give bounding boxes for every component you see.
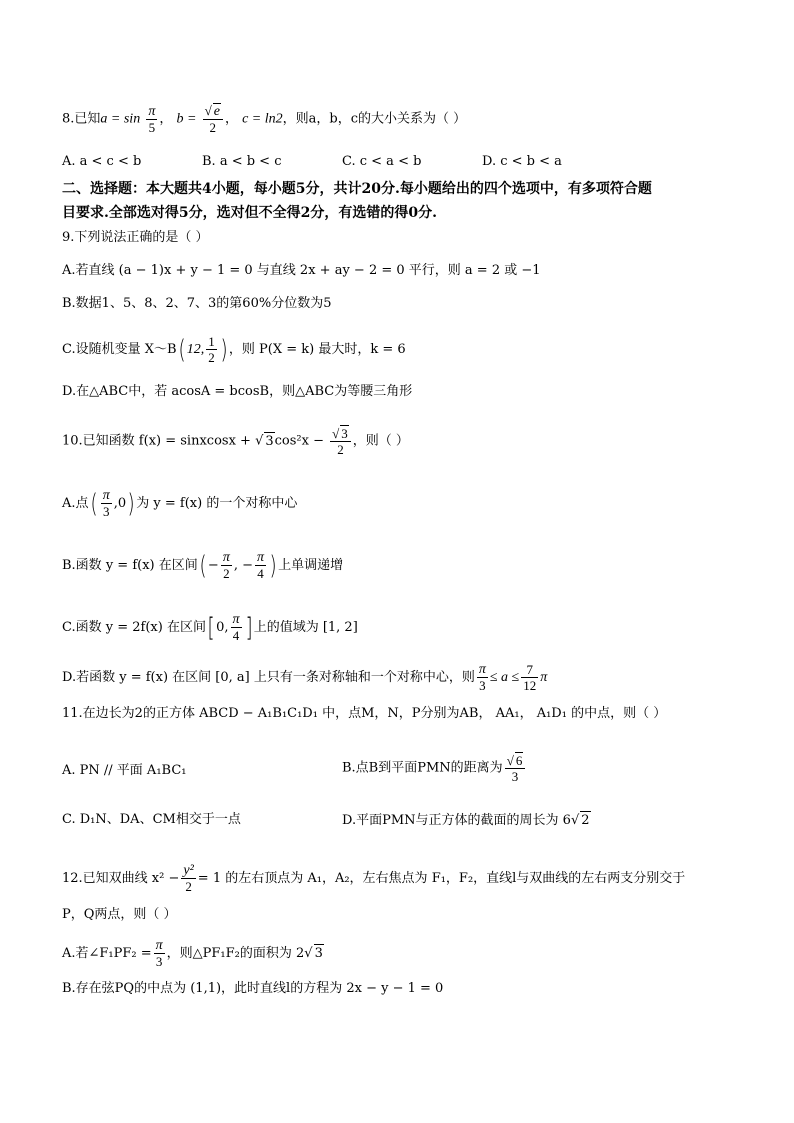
q12-option-b: B.存在弦PQ的中点为 (1,1)，此时直线l的方程为 2x − y − 1 = 0 — [62, 981, 444, 996]
q12-prefix: 12.已知双曲线 x² − — [62, 871, 180, 886]
q9-c-suffix: ，则 P(X = k) 最大时，k = 6 — [228, 342, 406, 357]
q12-option-a: A.若∠F₁PF₂ = $\frac{\pi}{3}$ ，则△PF₁F₂的面积为 2√ 3 — [62, 938, 323, 969]
q10-prefix: 10.已知函数 f(x) = sinxcosx + — [62, 433, 256, 449]
q11-d-rad: 2 — [581, 813, 590, 828]
q12-a-three: 3 — [155, 954, 163, 969]
q8-c-expr: c = ln2 — [242, 111, 283, 127]
q10-sqrt3: 3 — [265, 433, 274, 449]
q8-sqrt-e-over-2: $\frac{√ e}{2}$ — [203, 103, 223, 135]
q10-option-a: A.点( $\frac{\pi}{3}$ ,0) 为 y = f(x) 的一个对称中心 — [62, 488, 298, 519]
q10-b-prefix: B.函数 y = f(x) 在区间 — [62, 558, 198, 573]
q9-half-den: 2 — [208, 350, 215, 365]
q10-a-zero: ,0 — [113, 496, 127, 511]
q11-d-prefix: D.平面PMN与正方体的截面的周长为 6 — [342, 813, 571, 828]
q12-suffix: = 1 的左右顶点为 A₁，A₂，左右焦点为 F₁，F₂，直线l与双曲线的左右两支分别交于 — [197, 871, 686, 886]
q8-two: 2 — [209, 120, 217, 135]
q8-suffix: ，则a，b，c的大小关系为（ ） — [282, 111, 467, 127]
q10-mid: cos²x − — [274, 433, 324, 449]
q9-option-b: B.数据1、5、8、2、7、3的第60%分位数为5 — [62, 296, 332, 311]
q9-option-c — [62, 334, 406, 365]
q11-b-den: 3 — [511, 769, 519, 784]
q8-pi: π — [148, 103, 156, 119]
q8-option-d: D. c < b < a — [482, 154, 562, 169]
q11-option-c: C. D₁N、DA、CM相交于一点 — [62, 812, 241, 827]
q9-option-d: D.在△ABC中，若 acosA = bcosB，则△ABC为等腰三角形 — [62, 384, 413, 399]
q12-a-pi: π — [155, 938, 163, 953]
q8-stem: 8.已知a = sin $\frac{\pi}{5}$ ， b = $\frac{√ e}{2}$ ， c = ln2，则a，b，c的大小关系为（ ） — [62, 103, 467, 135]
right-paren: ) — [220, 334, 228, 365]
q10-a-pi: π — [102, 488, 110, 503]
section2-heading-line1: 二、选择题：本大题共4小题，每小题5分，共计20分.每小题给出的四个选项中，有多项符合题 — [62, 181, 652, 197]
q9-c-prefix: C.设随机变量 X～B — [62, 342, 177, 357]
q10-a-suffix: 为 y = f(x) 的一个对称中心 — [136, 496, 298, 511]
q8-option-b: B. a < b < c — [202, 154, 282, 169]
q10-d-prefix: D.若函数 y = f(x) 在区间 [0, a] 上只有一条对称轴和一个对称中心，则 — [62, 670, 475, 685]
q8-a-expr: a = sin — [100, 111, 141, 127]
q11-b-num: 6 — [515, 753, 523, 768]
q9-half — [206, 334, 217, 365]
q10-stem: 10.已知函数 f(x) = sinxcosx + √ 3cos²x − $\frac{√ 3}{2}$ ，则（ ） — [62, 426, 409, 457]
q10-c-prefix: C.函数 y = 2f(x) 在区间 — [62, 620, 206, 635]
q11-option-b: B.点B到平面PMN的距离为 $\frac{√ 6}{3}$ — [342, 752, 527, 784]
q12-a-prefix: A.若∠F₁PF₂ = — [62, 946, 152, 961]
q11-option-a: A. PN // 平面 A₁BC₁ — [62, 763, 187, 778]
q8-sqrt-e: e — [213, 104, 220, 119]
q11-b-prefix: B.点B到平面PMN的距离为 — [342, 760, 503, 776]
q8-option-a: A. a < c < b — [62, 154, 142, 169]
q12-stem-line2: P，Q两点，则（ ） — [62, 907, 177, 922]
q10-a-three: 3 — [102, 504, 110, 519]
q10-c-suffix: 上的值域为 [1, 2] — [253, 620, 358, 635]
q11-option-d: D.平面PMN与正方体的截面的周长为 6√ 2 — [342, 813, 590, 828]
q8-option-c: C. c < a < b — [342, 154, 422, 169]
q9-stem: 9.下列说法正确的是（ ） — [62, 230, 209, 245]
q9-option-a: A.若直线 (a − 1)x + y − 1 = 0 与直线 2x + ay − 2 = 0 平行，则 a = 2 或 −1 — [62, 263, 541, 278]
q10-c-den: 4 — [232, 628, 240, 643]
q10-option-c: C.函数 y = 2f(x) 在区间[ 0, $\frac{\pi}{4}$ ] 上的值域为 [1, 2] — [62, 612, 358, 643]
q10-d-den2: 12 — [523, 678, 537, 693]
q10-d-num2: 7 — [521, 662, 538, 678]
q10-option-b: B.函数 y = f(x) 在区间( − $\frac{\pi}{2}$ , − $\frac{\pi}{4}$ ) 上单调递增 — [62, 550, 344, 581]
q12-a-rad: 3 — [314, 946, 323, 961]
q10-suffix: ，则（ ） — [352, 433, 409, 449]
q12-a-suffix: ，则△PF₁F₂的面积为 2 — [166, 946, 305, 961]
q10-a-pi-over-3 — [101, 488, 112, 519]
q10-a-prefix: A.点 — [62, 496, 89, 511]
q10-d-mid: ≤ a ≤ — [489, 670, 520, 685]
q10-b-den2: 4 — [257, 566, 264, 581]
q10-b-suffix: 上单调递增 — [278, 558, 344, 573]
q8-pi-over-5 — [146, 104, 157, 135]
section2-heading-line2: 目要求.全部选对得5分，选对但不全得2分，有选错的得0分. — [62, 205, 437, 221]
q12-two: 2 — [185, 879, 192, 894]
q12-y2: y² — [183, 863, 194, 878]
left-paren: ( — [178, 334, 186, 365]
q9-half-num: 1 — [208, 334, 215, 349]
q8-prefix: 8.已知 — [62, 111, 101, 127]
q10-b-den1: 2 — [223, 566, 230, 581]
q9-c-mid: 12, — [186, 342, 205, 357]
q8-b-expr: b = — [176, 111, 197, 127]
q10-c-zero: 0, — [216, 620, 229, 635]
q11-stem: 11.在边长为2的正方体 ABCD − A₁B₁C₁D₁ 中，点M，N，P分别为AB， AA₁， A₁D₁ 的中点，则（ ） — [62, 706, 667, 721]
q10-option-d: D.若函数 y = f(x) 在区间 [0, a] 上只有一条对称轴和一个对称中心，则 $\frac{\pi}{3}$ ≤ a ≤ $\frac{7}{12}$ π — [62, 662, 548, 693]
q8-five: 5 — [148, 119, 156, 135]
q10-sqrt3-over-2: $\frac{√ 3}{2}$ — [330, 425, 351, 457]
q12-stem — [62, 863, 685, 894]
